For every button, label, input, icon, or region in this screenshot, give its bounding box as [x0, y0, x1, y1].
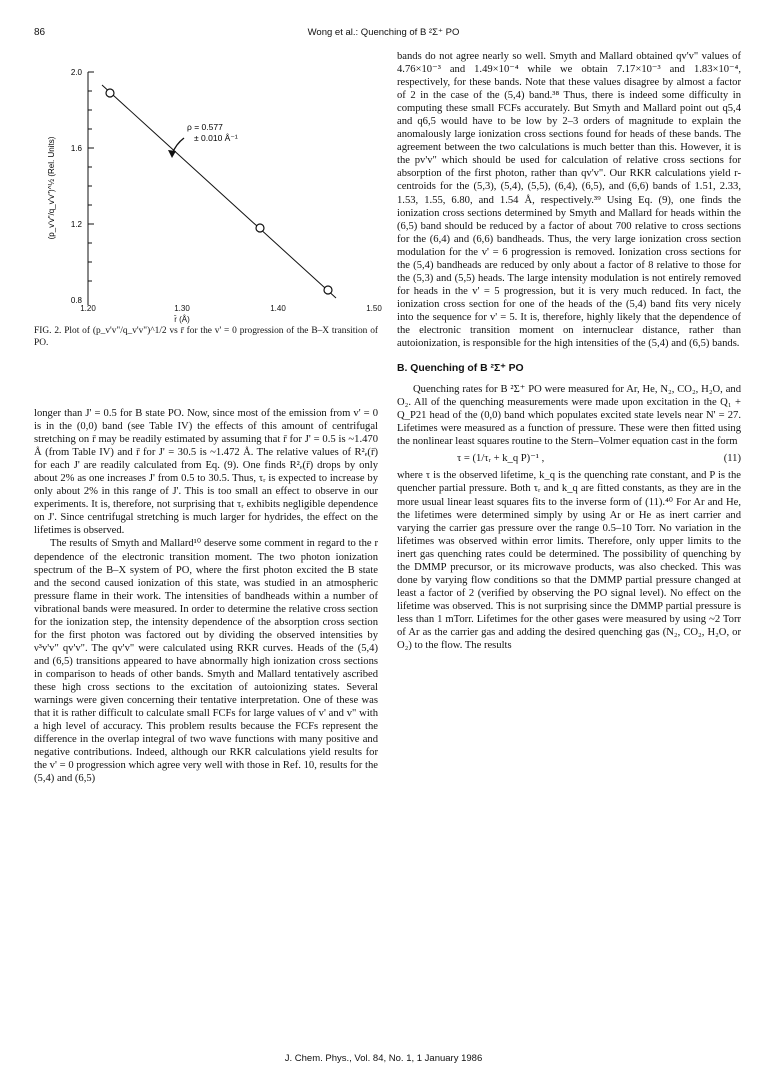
y-tick-label: 2.0 — [70, 68, 82, 77]
equation-expression: τ = (1/τᵣ + k_q P)⁻¹ , — [457, 453, 545, 465]
running-head: Wong et al.: Quenching of B ²Σ⁺ PO — [307, 27, 460, 38]
equation-number: (11) — [723, 453, 741, 465]
annotation-rho: ρ = 0.577 — [187, 122, 223, 132]
y-axis-label: (p_v'v"/q_v'v")^½ (Rel. Units) — [47, 136, 56, 240]
body-paragraph: bands do not agree nearly so well. Smyth and Mallard obtained qv'v" values of 4.76×10⁻³ and 1.49×10⁻⁴ while we obtain 7.17×10⁻³ and 1.83×10⁻⁴, respectively, for these bands. Note that these values disagree by almost a factor of 2 in the case of the (5,4) band.³⁸ Thus, there is indeed some difficulty in computing these small FCFs accurately. But Smyth and Mallard point out q5,4 and q6,5 would have to be low by 2–3 orders of magnitude to explain the anomalously large ionization cross sections found for heads of these bands. The agreement between the two calculations is much better than this. However, it is the pv'v" which should be used for calculation of relative cross sections for absorption of the first photon, rather than qv'v". Our RKR calculations yield r-centroids for the (5,3), (5,4), (5,5), (6,4), (6,5), and (6,6) bands of 1.51, 2.33, 1.53, 1.55, 6.80, and 1.54 Å, respectively.³⁹ Using Eq. (9), one finds the ionization cross sections determined by Smyth and Mallard for heads within the (6,5) band should be reduced by a factor of about 700 relative to cross sections for the (6,4) and (6,6) bandheads. Thus, the very large ionization cross section modulation for the v' = 6 progression is removed. Ionization cross sections for the (5,4) bandheads are reduced by only about a factor of 8 relative to those for the (5,3) and (5,5) heads. The large intensity modulation is not entirely removed for heads in the v' = 5 progression, but it is very much reduced. In fact, the ionization cross section for one of the heads of the (5,4) band fits very nicely into the sequence for v' = 5. It is, therefore, highly likely that the dependence of the electronic transition moment on internuclear distance, rather than autoionization, is responsible for the high intensities of the (5,4) and (6,5) bands. — [397, 51, 741, 350]
x-axis-label: r̄ (Å) — [174, 315, 190, 324]
journal-citation: J. Chem. Phys., Vol. 84, No. 1, 1 January 1986 — [284, 1053, 483, 1064]
y-tick-label: 1.6 — [70, 144, 82, 153]
x-tick-label: 1.30 — [174, 304, 190, 313]
y-tick-label: 0.8 — [70, 296, 82, 305]
body-paragraph: The results of Smyth and Mallard¹⁰ deserve some comment in regard to the r dependence of the electronic transition moment. The two photon ionization spectrum of the B–X system of PO, where the first photon excited the B state and the second caused ionization of this state, was studied in an atmospheric pressure flame in their work. The intensities of bandheads within a number of vibrational bands were measured. In order to determine the relative cross section for the ionization step, the intensity dependence of the absorption cross section for the first photon was factored out by dividing the observed intensities by ν³v'v" qv'v". The qv'v" were calculated using RKR curves. Heads of the (5,4) and (6,5) transitions appeared to have abnormally high ionization cross sections in comparison to heads of other bands. Smyth and Mallard tentatively ascribed these high cross sections to the excitation of autoionizing states. Several warnings were given concerning their tentative interpretation. One of these was that it is rather difficult to calculate small FCFs for large values of v' and v" with a high level of accuracy. This problem results because the FCFs represent the difference in the overlap integral of two wave functions with many positive and negative contributions. Indeed, although our RKR calculations yield results for the v' = 0 progression which agree very well with those in Ref. 10, results for the (5,4) and (6,5) — [34, 538, 378, 785]
y-axis-ticks — [88, 72, 94, 281]
body-paragraph: where τ is the observed lifetime, k_q is the quenching rate constant, and P is the quencher partial pressure. Both τᵣ and k_q are fitted constants, as they are in the more usual linear least squares fits to the inverse form of (11).⁴⁰ For Ar and He, the lifetimes were determined simply by using Ar or He as inert carrier and varying the carrier gas pressure over the range 0.5–10 Torr. No variation in the lifetimes was observed within error limits. Therefore, only upper limits to the inert gas quenching rates could be determined. The possibility of quenching by the DMMP precursor, or its microwave products, was also checked. This was done by varying flow conditions so that the DMMP partial pressure changed at least a factor of 2 (verified by observing the PO signal level). No effect on the lifetime was observed. This is not surprising since the DMMP partial pressure is less than 1 mTorr. Lifetimes for the other gases were measured by using ~2 Torr of Ar as the carrier gas and adding the desired quenching gas (N₂, CO₂, H₂O, or O₂) to the flow. The results — [397, 470, 741, 652]
y-tick-label: 1.2 — [70, 220, 82, 229]
equation-11 — [397, 452, 741, 465]
x-tick-label: 1.50 — [366, 304, 382, 313]
section-heading: B. Quenching of B ²Σ⁺ PO — [397, 363, 524, 375]
body-paragraph: longer than J' = 0.5 for B state PO. Now, since most of the emission from v' = 0 is in the (0,0) band (see Table IV) the effects of this amount of centrifugal stretching on r̄ may be readily estimated by assuming that r̄ for J' = 0.5 is ~1.470 Å (from Table IV) and r̄ for J' = 30.5 is ~1.472 Å. The relative values of R²ₑ(r̄) for each J' are readily calculated from Eq. (9). One finds R²ₑ(r̄) drops by only about 2% as one increases J' from 0.5 to 30.5. Thus, τᵣ is expected to increase by only about 2% in this range of J'. This is too small an effect to observe in our experiments. It is, therefore, not surprising that τᵣ exhibits negligible dependence on J'. Since centrifugal stretching is much larger for hydrides, the effect on the lifetimes is observed. — [34, 408, 378, 537]
figure-2 — [34, 50, 378, 305]
fit-line — [102, 85, 336, 298]
annotation-arrowhead — [168, 150, 176, 158]
right-column — [397, 50, 741, 652]
x-tick-label: 1.40 — [270, 304, 286, 313]
data-point — [106, 89, 114, 97]
annotation-error: ± 0.010 Å⁻¹ — [194, 133, 238, 143]
body-paragraph: Quenching rates for B ²Σ⁺ PO were measured for Ar, He, N₂, CO₂, H₂O, and O₂. All of the quenching measurements were made upon excitation in the Q₁ + Q_P21 head of the (0,0) band which populates excited state levels near N' = 27. Lifetimes were measured as a function of pressure. These were then fitted using the nonlinear least squares routine to the Stern–Volmer equation cast in the form — [397, 384, 741, 448]
x-tick-label: 1.20 — [80, 304, 96, 313]
data-point — [256, 224, 264, 232]
data-point — [324, 286, 332, 294]
x-axis-labels — [34, 302, 382, 326]
figure-2-plot — [34, 50, 378, 305]
left-column — [34, 50, 382, 785]
page-number: 86 — [34, 27, 46, 38]
figure-caption: FIG. 2. Plot of (p_v'v"/q_v'v")^1/2 vs r̄ for the v' = 0 progression of the B–X transition of PO. — [34, 326, 378, 348]
